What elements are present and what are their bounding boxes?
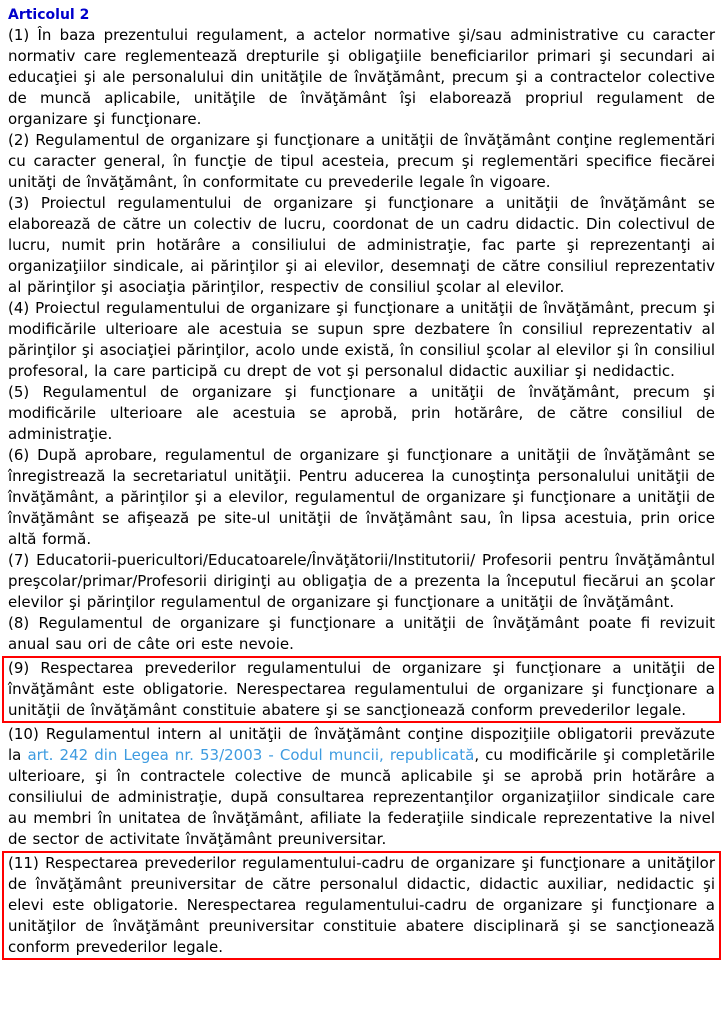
article-document bbox=[8, 5, 715, 960]
paragraph-text: (11) Respectarea prevederilor regulamentului-cadru de organizare şi funcţionare a unităţilor de învăţământ preuniversitar de către personalul didactic, didactic auxiliar, nedidactic şi elevi este obligatorie. Nerespectarea regulamentului-cadru de organizare şi funcţionare a unităţilor de învăţământ preuniversitar constituie abatere disciplinară şi se sancţionează conform prevederilor legale. bbox=[8, 854, 715, 956]
paragraph-text: (9) Respectarea prevederilor regulamentului de organizare şi funcţionare a unităţii de învăţământ este obligatorie. Nerespectarea regulamentului de organizare şi funcţionare a unităţii de învăţământ constituie abatere şi se sancţionează conform prevederilor legale. bbox=[8, 659, 715, 719]
paragraph-list bbox=[8, 25, 715, 960]
paragraph-2 bbox=[8, 130, 715, 193]
paragraph-text: (3) Proiectul regulamentului de organizare şi funcţionare a unităţii de învăţământ se elaborează de către un colectiv de lucru, coordonat de un cadru didactic. Din colectivul de lucru, numit prin hotărâre a consiliului de administraţie, fac parte şi reprezentanţi ai organizaţiilor sindicale, ai părinţilor şi ai elevilor, desemnaţi de către consiliul reprezentativ al părinţilor şi asociaţia părinţilor, respectiv de consiliul şcolar al elevilor. bbox=[8, 194, 715, 296]
article-title: Articolul 2 bbox=[8, 7, 90, 23]
paragraph-5 bbox=[8, 382, 715, 445]
law-reference-link[interactable]: art. 242 din Legea nr. 53/2003 - Codul muncii, republicată bbox=[27, 746, 475, 764]
paragraph-1 bbox=[8, 25, 715, 130]
paragraph-9-highlighted bbox=[2, 656, 721, 723]
paragraph-10 bbox=[8, 724, 715, 850]
paragraph-7 bbox=[8, 550, 715, 613]
paragraph-3 bbox=[8, 193, 715, 298]
paragraph-text: (1) În baza prezentului regulament, a actelor normative şi/sau administrative cu caracter normativ care reglementează drepturile şi obligaţiile beneficiarilor primari şi secundari ai educaţiei şi ale personalului din unităţile de învăţământ, precum şi a contractelor colective de muncă aplicabile, unităţile de învăţământ îşi elaborează propriul regulament de organizare şi funcţionare. bbox=[8, 26, 715, 128]
paragraph-text: (8) Regulamentul de organizare şi funcţionare a unităţii de învăţământ poate fi revizuit anual sau ori de câte ori este nevoie. bbox=[8, 614, 715, 653]
paragraph-4 bbox=[8, 298, 715, 382]
paragraph-text: (6) După aprobare, regulamentul de organizare şi funcţionare a unităţii de învăţământ se înregistrează la secretariatul unităţii. Pentru aducerea la cunoştinţa personalului unităţii de învăţământ, a părinţilor şi a elevilor, regulamentul de organizare şi funcţionare a unităţii de învăţământ se afişează pe site-ul unităţii de învăţământ sau, în lipsa acestuia, prin orice altă formă. bbox=[8, 446, 715, 548]
paragraph-text: (7) Educatorii-puericultori/Educatoarele/Învăţătorii/Institutorii/ Profesorii pentru învăţământul preşcolar/primar/Profesorii diriginţi au obligaţia de a prezenta la începutul fiecărui an şcolar elevilor şi părinţilor regulamentul de organizare şi funcţionare a unităţii de învăţământ. bbox=[8, 551, 715, 611]
paragraph-text: , cu modificările şi completările ulterioare, şi în contractele colective de muncă aplicabile şi se aprobă prin hotărâre a consiliului de administraţie, după consultarea reprezentanţilor organizaţiilor sindicale care au membri în unitatea de învăţământ, afiliate la federaţiile sindicale reprezentative la nivel de sector de activitate învăţământ preuniversitar. bbox=[8, 746, 715, 848]
paragraph-8 bbox=[8, 613, 715, 655]
paragraph-text: (10) Regulamentul intern al unităţii de învăţământ conţine dispoziţiile obligatorii prevăzute la bbox=[8, 725, 715, 764]
paragraph-text: (2) Regulamentul de organizare şi funcţionare a unităţii de învăţământ conţine reglementări cu caracter general, în funcţie de tipul acesteia, precum şi reglementări specifice fiecărei unităţi de învăţământ, în conformitate cu prevederile legale în vigoare. bbox=[8, 131, 715, 191]
paragraph-11-highlighted bbox=[2, 851, 721, 960]
paragraph-text: (5) Regulamentul de organizare şi funcţionare a unităţii de învăţământ, precum şi modificările ulterioare ale acestuia se aprobă, prin hotărâre, de către consiliul de administraţie. bbox=[8, 383, 715, 443]
paragraph-6 bbox=[8, 445, 715, 550]
paragraph-text: (4) Proiectul regulamentului de organizare şi funcţionare a unităţii de învăţământ, precum şi modificările ulterioare ale acestuia se supun spre dezbatere în consiliul reprezentativ al părinţilor şi asociaţiei părinţilor, acolo unde există, în consiliul şcolar al elevilor şi în consiliul profesoral, la care participă cu drept de vot şi personalul didactic auxiliar şi nedidactic. bbox=[8, 299, 715, 380]
